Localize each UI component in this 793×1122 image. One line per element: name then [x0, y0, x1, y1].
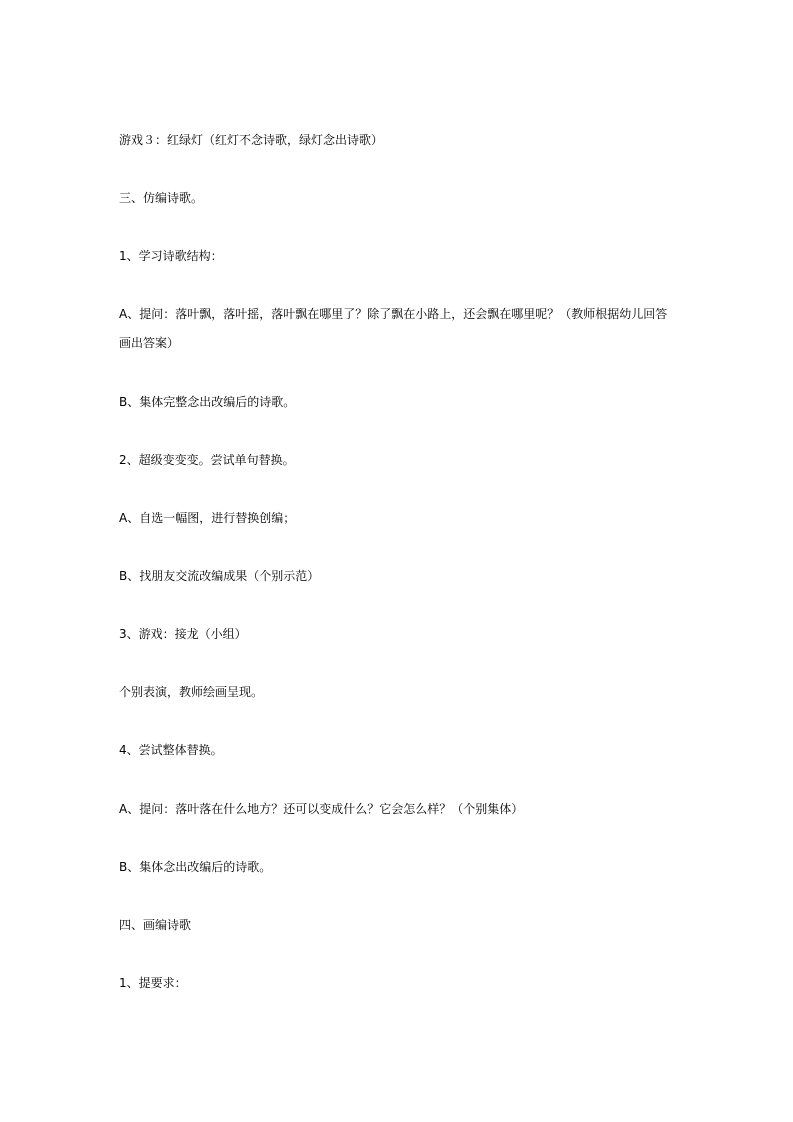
paragraph-step-4a: A、提问：落叶落在什么地方？还可以变成什么？它会怎么样？（个别集体） [119, 802, 524, 816]
paragraph-game-3: 游戏３：红绿灯（红灯不念诗歌，绿灯念出诗歌） [119, 133, 384, 147]
paragraph-step-1: 1、学习诗歌结构： [119, 249, 223, 263]
paragraph-step-3: 3、游戏：接龙（小组） [119, 627, 247, 641]
heading-section-4: 四、画编诗歌 [119, 918, 192, 932]
paragraph-step-2a: A、自选一幅图，进行替换创编； [119, 511, 296, 525]
heading-section-3: 三、仿编诗歌。 [119, 191, 204, 205]
paragraph-step-4: 4、尝试整体替换。 [119, 743, 223, 757]
paragraph-step-4b: B、集体念出改编后的诗歌。 [119, 860, 272, 874]
paragraph-step-1b: B、集体完整念出改编后的诗歌。 [119, 395, 296, 409]
paragraph-requirements: 1、提要求： [119, 976, 187, 990]
paragraph-individual-performance: 个别表演，教师绘画呈现。 [119, 685, 264, 699]
paragraph-step-1a: A、提问：落叶飘，落叶摇，落叶飘在哪里了？除了飘在小路上，还会飘在哪里呢？（教师根据幼儿回答画出答案） [119, 307, 668, 350]
paragraph-step-2: 2、超级变变变。尝试单句替换。 [119, 453, 295, 467]
paragraph-step-2b: B、找朋友交流改编成果（个别示范） [119, 569, 320, 583]
